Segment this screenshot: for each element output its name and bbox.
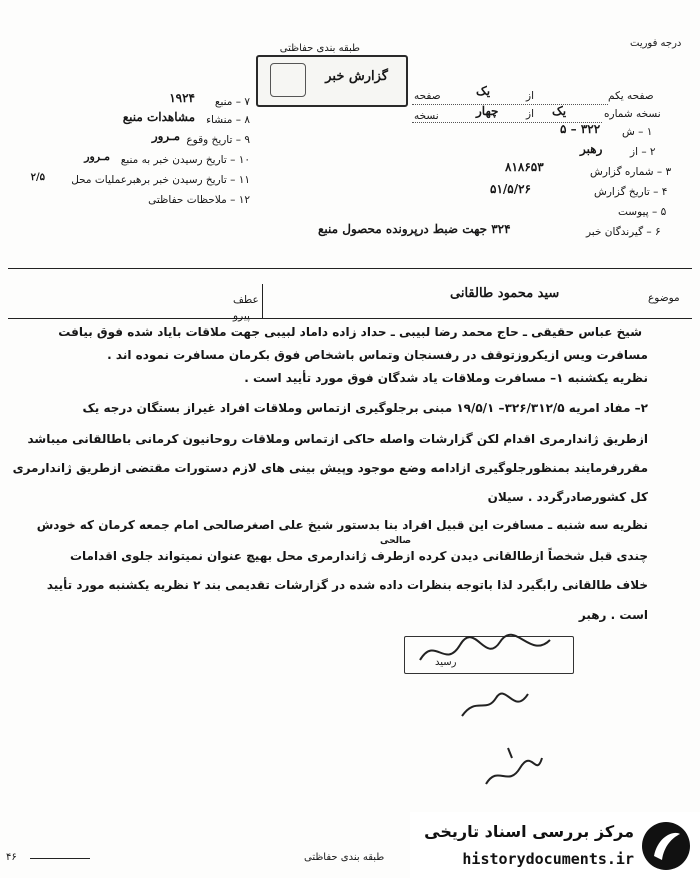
stamp-classification: طبقه بندی حفاظتی [279, 43, 360, 54]
field-report-date-label: ۴ – تاریخ گزارش [594, 186, 668, 198]
archive-name: مرکز بررسی اسناد تاریخی [424, 822, 634, 841]
form-code: ۴۶ [6, 852, 17, 863]
field-report-date-value: ۵۱/۵/۲۶ [490, 182, 531, 196]
field-received-ops-label: ۱۱ – تاریخ رسیدن خبر برهبرعملیات محل [71, 174, 250, 186]
subject-value: سید محمود طالقانی [450, 286, 560, 301]
reference-sub-label: پیرو [233, 310, 250, 322]
subject-label: موضوع [648, 292, 680, 304]
urgency-label: درجه فوریت [630, 38, 682, 49]
body-line-4: ۲– مفاد امریه ۳۲۶/۳۱۲/۵– ۱۹/۵/۱ مبنی برجلوگیری ازتماس وملاقات افراد غیراز بستگان درجه یک [82, 401, 648, 415]
section-divider-subject [8, 318, 692, 319]
field-received-ops-value: ۲/۵ [30, 172, 45, 183]
header-copy-line [412, 122, 602, 123]
interline-note: صالحی [380, 536, 412, 546]
body-line-11: است . رهبر [578, 608, 648, 622]
copy-total: چهار [476, 104, 499, 118]
field-number-label: ۱ – ش [622, 126, 653, 138]
page-total: یک [476, 84, 491, 98]
field-event-date-value: مـرور [151, 129, 180, 143]
body-line-7: کل کشورصادرگردد . سیلان [487, 490, 648, 504]
field-security-notes-label: ۱۲ – ملاحظات حفاظتی [148, 194, 250, 206]
field-report-number-label: ۳ – شماره گزارش [590, 166, 672, 178]
field-received-source-value: مـرور [84, 150, 110, 163]
field-recipients-value: ۳۲۴ جهت ضبط درپرونده محصول منبع [318, 222, 511, 236]
page-label: صفحه یکم [608, 90, 654, 102]
field-source-value: ۱۹۲۴ [169, 91, 195, 105]
report-stamp [256, 43, 408, 107]
subject-vertical-rule [262, 284, 263, 318]
field-attachment-label: ۵ – پیوست [618, 206, 667, 218]
field-origin-value: مشاهدات منبع [122, 110, 195, 124]
copy-of: از [526, 108, 534, 120]
stamp-title: گزارش خبر [325, 69, 388, 84]
field-recipients-label: ۶ – گیرندگان خبر [586, 226, 661, 238]
field-from-label: ۲ – از [630, 146, 656, 158]
archive-logo-icon [640, 820, 692, 872]
body-line-2: مسافرت ویس ازیکروزتوقف در رفسنجان وتماس باشخاص فوق بکرمان مسافرت نموده اند . [107, 348, 648, 362]
seal-scribble [400, 630, 580, 680]
archive-url: historydocuments.ir [462, 850, 634, 868]
signature-1 [456, 686, 536, 726]
footer-classification: طبقه بندی حفاظتی [304, 852, 385, 863]
signature-2 [478, 744, 548, 794]
body-line-9: چندی قبل شخصاً ازطالقانی دیدن کرده ازطرف ژاندارمری محل بهیچ عنوان نمیتواند جلوی اقدامات [69, 549, 648, 563]
page-of: از [526, 90, 534, 102]
copy-word: نسخه [414, 110, 439, 122]
body-line-5: ازطریق ژاندارمری اقدام لکن گزارشات واصله حاکی ازتماس وملاقات روحانیون کرمانی باطالقانی میباشد [27, 432, 648, 446]
section-divider-top [8, 268, 692, 269]
field-from-value: رهبر [580, 142, 603, 156]
footer-rule [30, 858, 90, 859]
field-source-label: ۷ – منبع [214, 96, 250, 108]
field-number-value: ۳۲۲ – ۵ [560, 122, 601, 136]
copy-number: یک [552, 104, 567, 118]
field-event-date-label: ۹ – تاریخ وقوع [186, 134, 250, 146]
body-line-3: نظریه یکشنبه ۱– مسافرت وملاقات یاد شدگان فوق مورد تأیید است . [244, 371, 648, 385]
body-line-6: مقررفرمایند بمنظورجلوگیری ازادامه وضع موجود وپیش بینی های لازم دستورات مقتضی ازطریق ژاندارمری [12, 461, 648, 475]
page-word: صفحه [414, 90, 441, 102]
body-line-10: خلاف طالقانی رابگیرد لذا باتوجه بنظرات داده شده در گزارشات تقدیمی بند ۲ نظریه یکشنبه مورد تأیید [46, 578, 648, 592]
field-origin-label: ۸ – منشاء [206, 114, 250, 126]
seal-text: رسید [435, 657, 457, 668]
copy-label: نسخه شماره [604, 108, 661, 120]
reference-label: عطف [233, 294, 259, 306]
archive-logo-band [410, 812, 700, 878]
field-received-source-label: ۱۰ – تاریخ رسیدن خبر به منبع [120, 154, 250, 166]
field-report-number-value: ۸۱۸۶۵۳ [505, 160, 544, 174]
body-line-1: شیخ عباس حقیقی ـ حاج محمد رضا لبیبی ـ حداد زاده داماد لبیبی جهت ملاقات بایاد شده فوق بیافت [58, 325, 642, 339]
stamp-mark [270, 63, 306, 97]
header-page-line [412, 104, 608, 105]
body-line-8: نظریه سه شنبه ـ مسافرت این قبیل افراد بنا بدستور شیخ علی اصغرصالحی امام جمعه کرمان که خودش [36, 518, 648, 532]
